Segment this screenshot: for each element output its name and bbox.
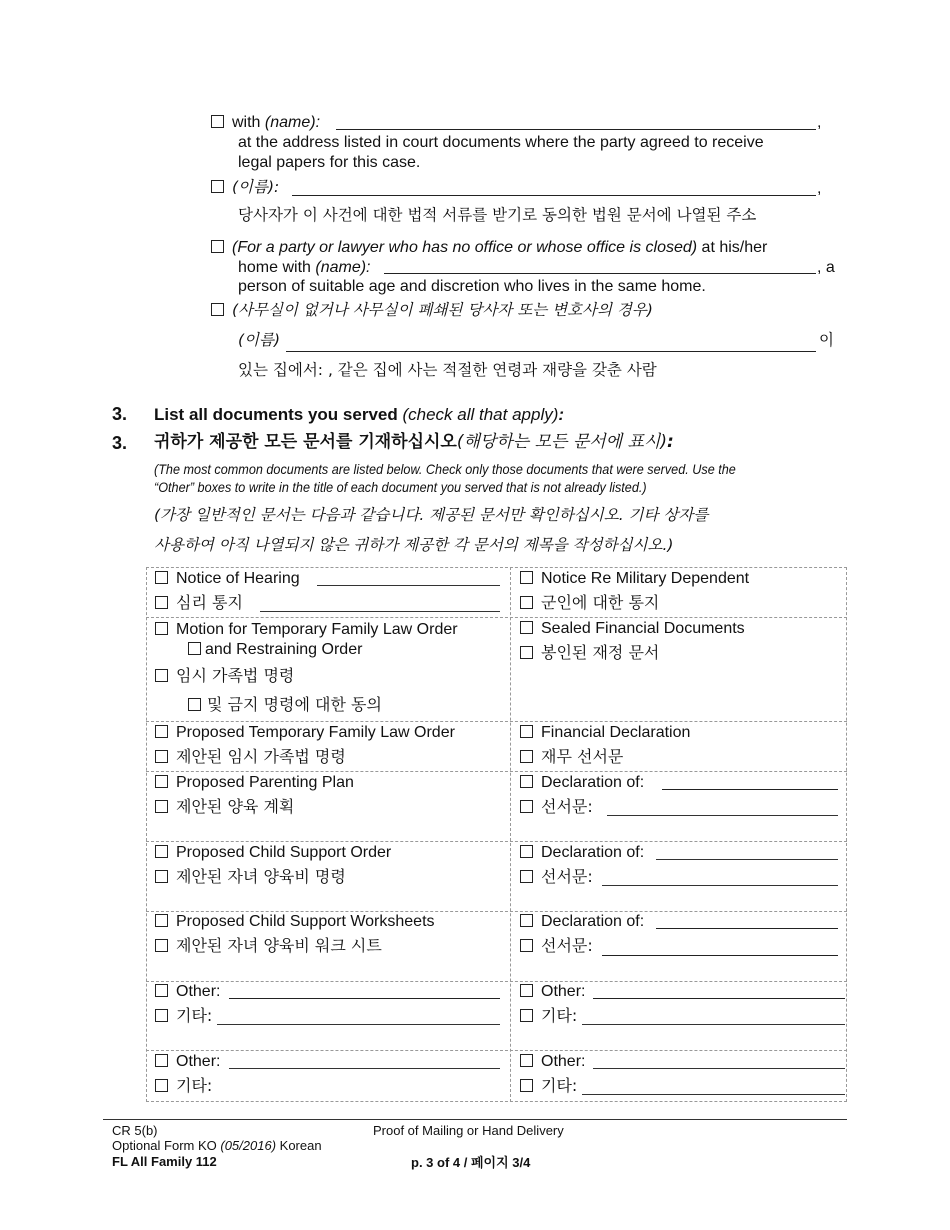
doc-checkbox[interactable]: [155, 845, 168, 858]
declaration-3-input[interactable]: [656, 928, 838, 929]
no-office-row: (For a party or lawyer who has no office or whose office is closed) at his/her: [211, 238, 767, 257]
doc-declaration-3-kr: 선서문:: [520, 936, 593, 955]
doc-checkbox[interactable]: [155, 939, 168, 952]
doc-checkbox[interactable]: [188, 642, 201, 655]
doc-other-1: Other:: [155, 982, 220, 1001]
doc-declaration-1: Declaration of:: [520, 773, 644, 792]
doc-checkbox[interactable]: [520, 621, 533, 634]
declaration-2-kr-input[interactable]: [602, 885, 838, 886]
table-row-divider: [146, 1050, 847, 1051]
no-office-kr-input[interactable]: [286, 351, 816, 352]
declaration-1-kr-input[interactable]: [607, 815, 838, 816]
no-office-line2: home with (name):: [238, 259, 371, 276]
doc-checkbox[interactable]: [155, 1009, 168, 1022]
with-name-input[interactable]: [336, 129, 816, 130]
no-office-kr-desc: 있는 집에서: , 같은 집에 사는 적절한 연령과 재량을 갖춘 사람: [238, 361, 657, 379]
no-office-kr-row: (사무실이 없거나 사무실이 폐쇄된 당사자 또는 변호사의 경우): [211, 301, 653, 320]
doc-proposed-order-kr: 제안된 임시 가족법 명령: [155, 747, 346, 766]
with-name-desc-1: at the address listed in court documents where the party agreed to receive: [238, 134, 764, 151]
doc-other-2-kr: 기타:: [155, 1076, 212, 1095]
section-number: 3.: [112, 404, 128, 424]
doc-checkbox[interactable]: [155, 1079, 168, 1092]
doc-other-1-kr: 기타:: [155, 1006, 212, 1025]
section-title: List all documents you served (check all that apply):: [154, 405, 565, 424]
doc-notice-hearing: Notice of Hearing: [155, 569, 300, 588]
doc-checkbox[interactable]: [155, 870, 168, 883]
doc-checkbox[interactable]: [520, 914, 533, 927]
doc-checkbox[interactable]: [155, 1054, 168, 1067]
other-1-right-input[interactable]: [593, 998, 845, 999]
doc-declaration-2-kr: 선서문:: [520, 867, 593, 886]
doc-restraining: and Restraining Order: [188, 640, 362, 659]
other-2-right-kr-input[interactable]: [582, 1094, 845, 1095]
table-column-divider: [510, 567, 511, 1102]
no-office-checkbox[interactable]: [211, 240, 224, 253]
doc-checkbox[interactable]: [155, 622, 168, 635]
no-office-name-input[interactable]: [384, 273, 816, 274]
doc-checkbox[interactable]: [155, 800, 168, 813]
doc-checkbox[interactable]: [520, 870, 533, 883]
declaration-2-input[interactable]: [656, 859, 838, 860]
doc-declaration-3: Declaration of:: [520, 912, 644, 931]
doc-military: Notice Re Military Dependent: [520, 569, 749, 588]
doc-worksheets: Proposed Child Support Worksheets: [155, 912, 435, 931]
doc-worksheets-kr: 제안된 자녀 양육비 워크 시트: [155, 936, 382, 955]
doc-checkbox[interactable]: [520, 750, 533, 763]
doc-checkbox[interactable]: [520, 775, 533, 788]
other-2-right-input[interactable]: [593, 1068, 845, 1069]
doc-financial-kr: 재무 선서문: [520, 747, 623, 766]
with-name-kr-checkbox[interactable]: [211, 180, 224, 193]
no-office-line3: person of suitable age and discretion who lives in the same home.: [238, 278, 706, 295]
doc-checkbox[interactable]: [155, 596, 168, 609]
footer-optional-form: Optional Form KO (05/2016) Korean: [112, 1138, 322, 1153]
no-office-kr-label: (이름): [238, 331, 281, 349]
doc-other-2: Other:: [155, 1052, 220, 1071]
doc-financial: Financial Declaration: [520, 723, 690, 742]
doc-other-1-right: Other:: [520, 982, 585, 1001]
doc-other-1-right-kr: 기타:: [520, 1006, 577, 1025]
doc-checkbox[interactable]: [155, 669, 168, 682]
other-1-kr-input[interactable]: [217, 1024, 500, 1025]
doc-restraining-kr: 및 금지 명령에 대한 동의: [188, 695, 382, 714]
table-row-divider: [146, 771, 847, 772]
with-name-kr-desc: 당사자가 이 사건에 대한 법적 서류를 받기로 동의한 법원 문서에 나열된 주소: [238, 206, 757, 224]
table-row-divider: [146, 721, 847, 722]
comma: ,: [817, 180, 822, 197]
doc-notice-hearing-kr: 심리 통지: [155, 593, 243, 612]
footer-title: Proof of Mailing or Hand Delivery: [373, 1123, 564, 1138]
declaration-1-input[interactable]: [662, 789, 838, 790]
hearing-kr-input[interactable]: [260, 611, 500, 612]
table-row-divider: [146, 617, 847, 618]
doc-checkbox[interactable]: [520, 800, 533, 813]
section-title-kr: 귀하가 제공한 모든 문서를 기재하십시오(해당하는 모든 문서에 표시):: [154, 432, 674, 452]
doc-motion-kr: 임시 가족법 명령: [155, 666, 294, 685]
doc-checkbox[interactable]: [520, 939, 533, 952]
doc-checkbox[interactable]: [520, 1054, 533, 1067]
footer-page-number: p. 3 of 4 / 페이지 3/4: [411, 1155, 531, 1170]
comma-a: , a: [817, 259, 835, 276]
doc-declaration-1-kr: 선서문:: [520, 797, 593, 816]
section-note-kr-2: 사용하여 아직 나열되지 않은 귀하가 제공한 각 문서의 제목을 작성하십시오.): [154, 536, 674, 554]
other-1-input[interactable]: [229, 998, 500, 999]
doc-checkbox[interactable]: [155, 750, 168, 763]
with-name-desc-2: legal papers for this case.: [238, 154, 421, 171]
doc-checkbox[interactable]: [520, 984, 533, 997]
doc-checkbox[interactable]: [520, 596, 533, 609]
comma: ,: [817, 114, 822, 131]
other-1-right-kr-input[interactable]: [582, 1024, 845, 1025]
doc-checkbox[interactable]: [520, 725, 533, 738]
with-name-checkbox[interactable]: [211, 115, 224, 128]
doc-parenting-kr: 제안된 양육 계획: [155, 797, 294, 816]
doc-child-support: Proposed Child Support Order: [155, 843, 391, 862]
doc-checkbox[interactable]: [520, 571, 533, 584]
doc-checkbox[interactable]: [155, 725, 168, 738]
doc-parenting: Proposed Parenting Plan: [155, 773, 354, 792]
doc-military-kr: 군인에 대한 통지: [520, 593, 659, 612]
table-row-divider: [146, 841, 847, 842]
suffix-i: 이: [819, 331, 834, 349]
doc-checkbox[interactable]: [155, 775, 168, 788]
doc-checkbox[interactable]: [155, 571, 168, 584]
section-note-kr-1: (가장 일반적인 문서는 다음과 같습니다. 제공된 문서만 확인하십시오. 기타 상자를: [154, 506, 709, 524]
doc-other-2-right-kr: 기타:: [520, 1076, 577, 1095]
doc-checkbox[interactable]: [520, 1009, 533, 1022]
doc-declaration-2: Declaration of:: [520, 843, 644, 862]
footer-form-id: CR 5(b): [112, 1123, 158, 1138]
doc-sealed-kr: 봉인된 재정 문서: [520, 643, 659, 662]
doc-proposed-order: Proposed Temporary Family Law Order: [155, 723, 455, 742]
declaration-3-kr-input[interactable]: [602, 955, 838, 956]
other-2-input[interactable]: [229, 1068, 500, 1069]
footer-fl-code: FL All Family 112: [112, 1154, 217, 1169]
doc-sealed: Sealed Financial Documents: [520, 619, 745, 638]
doc-checkbox[interactable]: [520, 646, 533, 659]
with-name-kr-row: (이름):: [211, 178, 279, 197]
doc-checkbox[interactable]: [188, 698, 201, 711]
no-office-kr-checkbox[interactable]: [211, 303, 224, 316]
doc-child-support-kr: 제안된 자녀 양육비 명령: [155, 867, 346, 886]
with-name-kr-input[interactable]: [292, 195, 816, 196]
footer-rule: [103, 1119, 847, 1120]
doc-checkbox[interactable]: [155, 914, 168, 927]
doc-checkbox[interactable]: [520, 845, 533, 858]
doc-other-2-right: Other:: [520, 1052, 585, 1071]
section-number-kr: 3.: [112, 433, 128, 453]
section-note-2: “Other” boxes to write in the title of each document you served that is not already listed.): [154, 480, 647, 495]
table-row-divider: [146, 981, 847, 982]
doc-checkbox[interactable]: [155, 984, 168, 997]
with-name-row: with (name):: [211, 113, 320, 132]
section-note-1: (The most common documents are listed below. Check only those documents that were served. Use the: [154, 462, 736, 477]
hearing-input[interactable]: [317, 585, 500, 586]
doc-checkbox[interactable]: [520, 1079, 533, 1092]
doc-motion: Motion for Temporary Family Law Order: [155, 620, 458, 639]
